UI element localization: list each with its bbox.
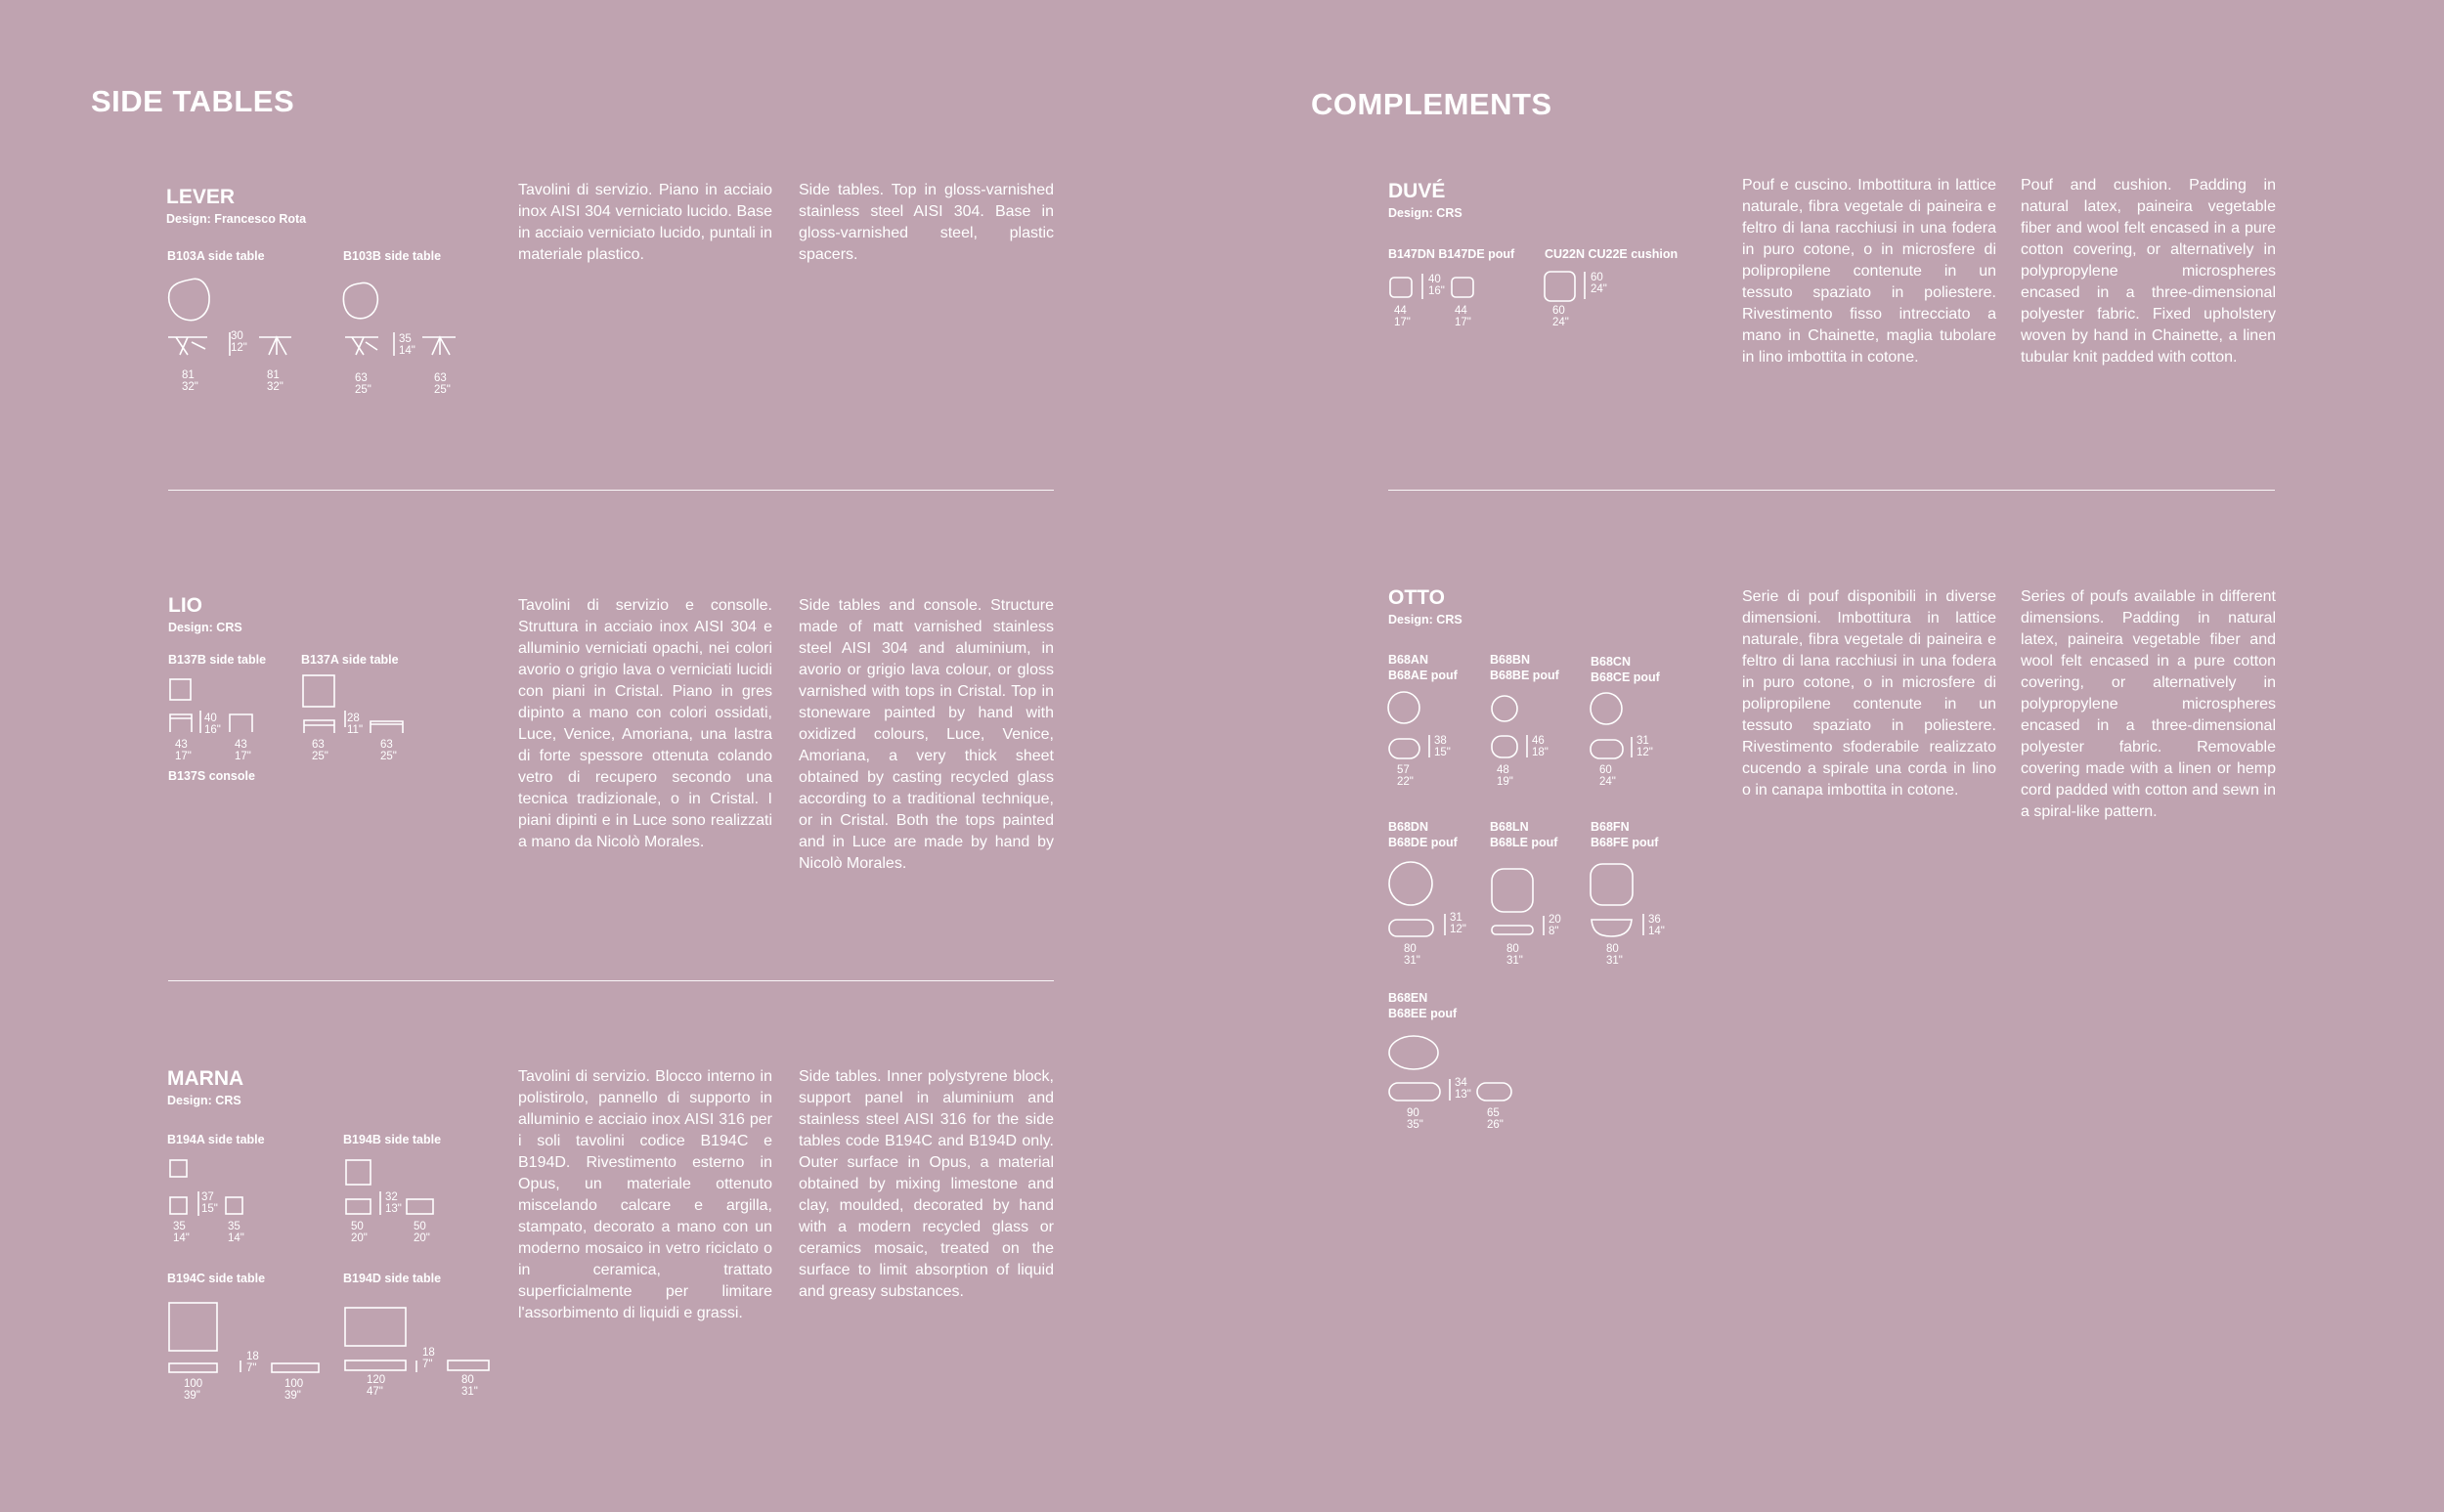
dimension-label: 32 13": [385, 1191, 402, 1215]
product-code: B68CN B68CE pouf: [1591, 655, 1660, 684]
dimension-label: 31 12": [1637, 735, 1653, 758]
dimension-label: 43 17": [235, 739, 251, 762]
product-code: B194D side table: [343, 1272, 442, 1285]
dimension-label: 60 24": [1591, 272, 1607, 295]
product-code: B194B side table: [343, 1133, 442, 1146]
product-code: B194A side table: [167, 1133, 265, 1146]
dimension-label: 35 14": [399, 333, 415, 357]
product-code: B68EN B68EE pouf: [1388, 991, 1458, 1020]
dimension-label: 46 18": [1532, 735, 1549, 758]
dimension-label: 57 22": [1397, 764, 1414, 788]
dimension-label: 65 26": [1487, 1107, 1504, 1131]
dimension-label: 81 32": [267, 369, 284, 393]
product-code: B68LN B68LE pouf: [1490, 820, 1558, 849]
product-code: B103A side table: [167, 249, 265, 263]
product-name: LEVER: [166, 186, 236, 208]
product-code: B137A side table: [301, 653, 399, 667]
product-code: B68AN B68AE pouf: [1388, 653, 1458, 682]
description-italian: Tavolini di servizio e consolle. Struttura in acciaio inox AISI 304 e alluminio verniciati opachi, nei colori avorio o grigio lava o verniciati lucidi con piani in Cristal. Piano in gres dipinto a mano con colori ossidati, Luce, Venice, Amoriana, una lastra di forte spessore ottenuta colando vetro di recupero secondo una tecnica tradizionale, o in Cristal. I piani dipinti e in Luce sono realizzati a mano da Nicolò Morales.: [518, 597, 772, 850]
dimension-label: 30 12": [231, 330, 247, 354]
description-english: Series of poufs available in different dimensions. Padding in natural latex, paineira vegetable fiber and wool felt encased in a pure cotton covering, or alternatively in polypropylene microspheres encased in a three-dimensional polyester fabric. Removable covering made with a linen or hemp cord padded with cotton and sewn in a spiral-like pattern.: [2021, 588, 2276, 820]
dimension-label: 48 19": [1497, 764, 1513, 788]
dimension-label: 80 31": [461, 1374, 478, 1398]
dimension-label: 40 16": [1428, 274, 1445, 297]
dimension-label: 90 35": [1407, 1107, 1423, 1131]
product-code: B68DN B68DE pouf: [1388, 820, 1458, 849]
product-code: B68FN B68FE pouf: [1591, 820, 1659, 849]
description-english: Side tables. Inner polystyrene block, support panel in aluminium and stainless steel AISI 316 for the side tables code B194C and B194D only. Outer surface in Opus, a material obtained by mixing limestone and clay, moulded, decorated by hand with a modern recycled glass or ceramics mosaic, treated on the surface to limit absorption of liquid and greasy substances.: [799, 1068, 1054, 1300]
dimension-label: 31 12": [1450, 912, 1466, 935]
description-english: Side tables and console. Structure made of matt varnished stainless steel AISI 304 and aluminium, in avorio or grigio lava colour, or gloss varnished with tops in Cristal. Top in stoneware painted by hand with oxidized colours, Luce, Venice, Amoriana, a very thick sheet obtained by casting recycled glass according to a traditional technique, or in Cristal. Both the tops painted and in Luce are made by hand by Nicolò Morales.: [799, 597, 1054, 872]
dimension-label: 36 14": [1648, 914, 1665, 937]
dimension-label: 63 25": [355, 372, 371, 396]
dimension-label: 120 47": [367, 1374, 386, 1398]
designer-credit: Design: Francesco Rota: [166, 212, 307, 226]
dimension-label: 100 39": [184, 1378, 203, 1402]
product-code: B194C side table: [167, 1272, 266, 1285]
dimension-label: 44 17": [1394, 305, 1411, 328]
dimension-label: 38 15": [1434, 735, 1451, 758]
description-english: Side tables. Top in gloss-varnished stainless steel AISI 304. Base in gloss-varnished steel, plastic spacers.: [799, 182, 1054, 263]
product-code: B137B side table: [168, 653, 267, 667]
dimension-label: 18 7": [246, 1351, 259, 1374]
dimension-label: 60 24": [1599, 764, 1616, 788]
dimension-label: 80 31": [1606, 943, 1623, 967]
dimension-label: 63 25": [380, 739, 397, 762]
dimension-label: 37 15": [201, 1191, 218, 1215]
dimension-label: 18 7": [422, 1347, 435, 1370]
product-name: MARNA: [167, 1067, 244, 1090]
description-italian: Serie di pouf disponibili in diverse dimensioni. Imbottitura in lattice naturale, fibra vegetale di paineira e feltro di lana racchiusi in una fodera in puro cotone, o in microsfere di polipropilene contenute in un tessuto spaziato in poliestere. Rivestimento sfoderabile realizzato cucendo a spirale una corda in lino o in canapa imbottita in cotone.: [1742, 588, 1996, 799]
description-italian: Tavolini di servizio. Blocco interno in polistirolo, pannello di supporto in alluminio e acciaio inox AISI 316 per i soli tavolini codice B194C e B194D. Rivestimento esterno in Opus, un materiale ottenuto miscelando calcare e argilla, stampato, decorato a mano con un moderno mosaico in vetro riciclato o in ceramica, trattato superficialmente per limitare l'assorbimento di liquidi e grassi.: [518, 1068, 772, 1321]
product-name: OTTO: [1388, 586, 1445, 609]
dimension-label: 63 25": [312, 739, 328, 762]
section-title-complements: COMPLEMENTS: [1311, 87, 1552, 121]
description-italian: Tavolini di servizio. Piano in acciaio inox AISI 304 verniciato lucido. Base in acciaio verniciato lucido, puntali in materiale plastico.: [518, 182, 772, 263]
product-name: LIO: [168, 594, 202, 617]
dimension-label: 44 17": [1455, 305, 1471, 328]
product-code: CU22N CU22E cushion: [1545, 247, 1679, 261]
product-code: B147DN B147DE pouf: [1388, 247, 1515, 261]
dimension-label: 50 20": [414, 1221, 430, 1244]
description-italian: Pouf e cuscino. Imbottitura in lattice naturale, fibra vegetale di paineira e feltro di lana racchiusi in una fodera in puro cotone, o in microsfere di polipropilene contenute in un tessuto spaziato in poliestere. Rivestimento fisso intrecciato a mano in Chainette, maglia tubolare in lino imbottita in cotone.: [1742, 177, 1996, 366]
description-english: Pouf and cushion. Padding in natural latex, paineira vegetable fiber and wool felt encased in a pure cotton covering, or alternatively in polypropylene microspheres encased in a three-dimensional polyester fabric. Fixed upholstery woven by hand in Chainette, a linen tubular knit padded with cotton.: [2021, 177, 2276, 366]
dimension-label: 20 8": [1549, 914, 1561, 937]
dimension-label: 34 13": [1455, 1077, 1471, 1101]
dimension-label: 100 39": [284, 1378, 304, 1402]
product-code: B68BN B68BE pouf: [1490, 653, 1559, 682]
dimension-label: 81 32": [182, 369, 198, 393]
dimension-label: 80 31": [1506, 943, 1523, 967]
dimension-label: 80 31": [1404, 943, 1420, 967]
product-code: B137S console: [168, 769, 255, 783]
dimension-label: 50 20": [351, 1221, 368, 1244]
dimension-label: 60 24": [1552, 305, 1569, 328]
dimension-label: 43 17": [175, 739, 192, 762]
designer-credit: Design: CRS: [1388, 206, 1462, 220]
section-title-side-tables: SIDE TABLES: [91, 84, 295, 118]
product-name: DUVÉ: [1388, 180, 1446, 202]
designer-credit: Design: CRS: [1388, 613, 1462, 626]
dimension-label: 40 16": [204, 713, 221, 736]
product-code: B103B side table: [343, 249, 442, 263]
dimension-label: 63 25": [434, 372, 451, 396]
dimension-label: 35 14": [228, 1221, 244, 1244]
designer-credit: Design: CRS: [167, 1094, 241, 1107]
dimension-label: 35 14": [173, 1221, 190, 1244]
designer-credit: Design: CRS: [168, 621, 242, 634]
dimension-label: 28 11": [347, 713, 364, 736]
